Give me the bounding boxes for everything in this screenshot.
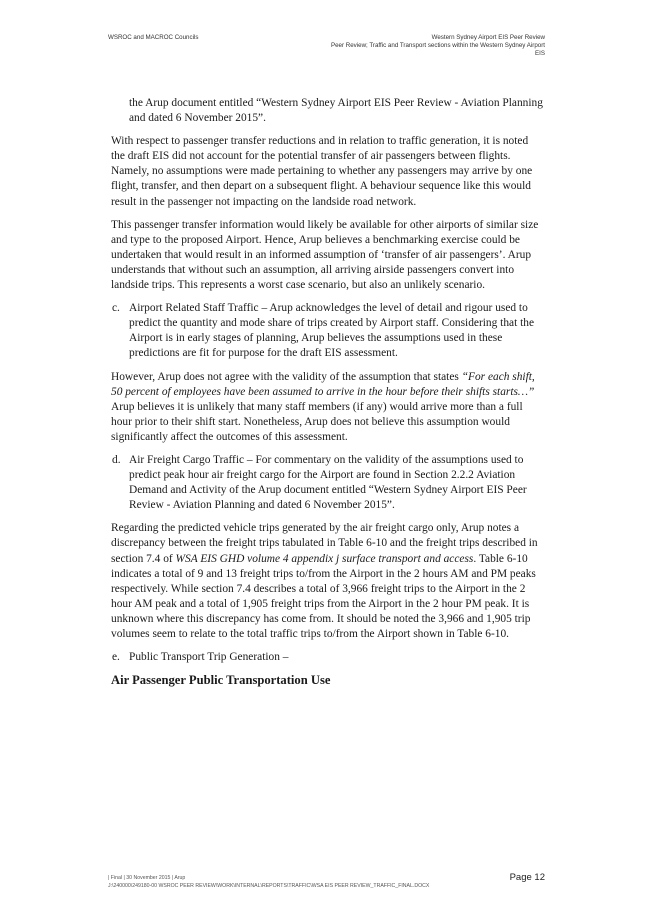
footer-status-line: | Final | 30 November 2015 | Arup [108, 875, 186, 881]
paragraph-benchmarking: This passenger transfer information would likely be available for other airports of similar size and type to the proposed Airport. Hence, Arup believes a benchmarking exercise could be undertaken that would result in an informed assumption of ‘transfer of air passengers’. Arup understands that without such an assumption, all arriving airside passengers convert into landside trips. This represents a worst case scenario, but also an unlikely scenario. [111, 218, 539, 292]
page-number: Page 12 [509, 872, 545, 883]
list-marker-d: d. [112, 453, 121, 466]
header-title-line-3: EIS [535, 50, 545, 57]
paragraph-passenger-transfer: With respect to passenger transfer reductions and in relation to traffic generation, it is noted the draft EIS did not account for the potential transfer of air passengers between flights. Namely, no assumptions were made pertaining to whether any passengers may arrive by one flight, transfer, and then depart on a subsequent flight. A behaviour sequence like this would result in the passenger not impacting on the landside road network. [111, 135, 533, 208]
footer-file-path: J:\240000\249180-00 WSROC PEER REVIEW\WORK\INTERNAL\REPORTS\TRAFFIC\WSA EIS PEER REVIEW_TRAFFIC_FINAL.DOCX [108, 883, 430, 889]
list-marker-e: e. [112, 651, 120, 664]
header-title-line-1: Western Sydney Airport EIS Peer Review [431, 34, 545, 41]
list-text-c: Airport Related Staff Traffic – Arup acknowledges the level of detail and rigour used to predict the quantity and mode share of trips created by Airport staff. Considering that the Airport is in early stages of planning, Arup believes the assumptions used in these predictions are fit for purpose for the draft EIS assessment. [129, 302, 534, 360]
staff-shift-quote: “For each shift, 50 percent of employees have been assumed to arrive in the hour before their shifts starts…” [111, 370, 535, 398]
header-title-line-2: Peer Review; Traffic and Transport sections within the Western Sydney Airport [330, 42, 545, 49]
list-item-e [111, 650, 543, 665]
staff-shift-text-pre: However, Arup does not agree with the validity of the assumption that states [111, 370, 462, 383]
staff-shift-text-post: Arup believes it is unlikely that many staff members (if any) would arrive more than a full hour prior to their shift start. Nonetheless, Arup does not believe this assumption would significantly affect the outcomes of this assessment. [111, 400, 523, 443]
list-text-e: Public Transport Trip Generation – [129, 651, 289, 664]
list-item-d [111, 453, 543, 513]
header-organisation: WSROC and MACROC Councils [108, 34, 199, 41]
header-document-title [245, 34, 545, 58]
list-marker-c: c. [112, 302, 120, 315]
continued-paragraph: the Arup document entitled “Western Sydney Airport EIS Peer Review - Aviation Planning and dated 6 November 2015”. [129, 97, 543, 125]
list-item-c [111, 301, 543, 361]
document-body [111, 96, 543, 696]
list-text-d: Air Freight Cargo Traffic – For commentary on the validity of the assumptions used to predict peak hour air freight cargo for the Airport are found in Section 2.2.2 Aviation Demand and Activity of the Arup document entitled “Western Sydney Airport EIS Peer Review - Aviation Planning and dated 6 November 2015”. [129, 453, 527, 512]
footer-info [108, 874, 429, 890]
freight-text-pre: Regarding the predicted vehicle trips generated by the air freight cargo only, Arup notes a discrepancy between the freight trips tabulated in Table 6-10 and the freight trips described in section 7.4 of [111, 522, 538, 565]
section-heading: Air Passenger Public Transportation Use [111, 673, 331, 688]
freight-reference: WSA EIS GHD volume 4 appendix j surface transport and access [175, 552, 474, 565]
paragraph-staff-shift [111, 370, 543, 445]
paragraph-freight-discrepancy [111, 521, 543, 642]
freight-text-post: . Table 6-10 indicates a total of 9 and 13 freight trips to/from the Airport in the 2 hours AM and PM peaks respectively. While section 7.4 describes a total of 3,966 freight trips to the Airport in the 2 hour AM peak and a total of 1,905 freight trips from the Airport in the 2 hour PM peak. It is unknown where this discrepancy has come from. It should be noted the 3,966 and 1,905 trip volumes seem to relate to the total traffic trips to/from the Airport shown in Table 6-10. [111, 552, 536, 640]
